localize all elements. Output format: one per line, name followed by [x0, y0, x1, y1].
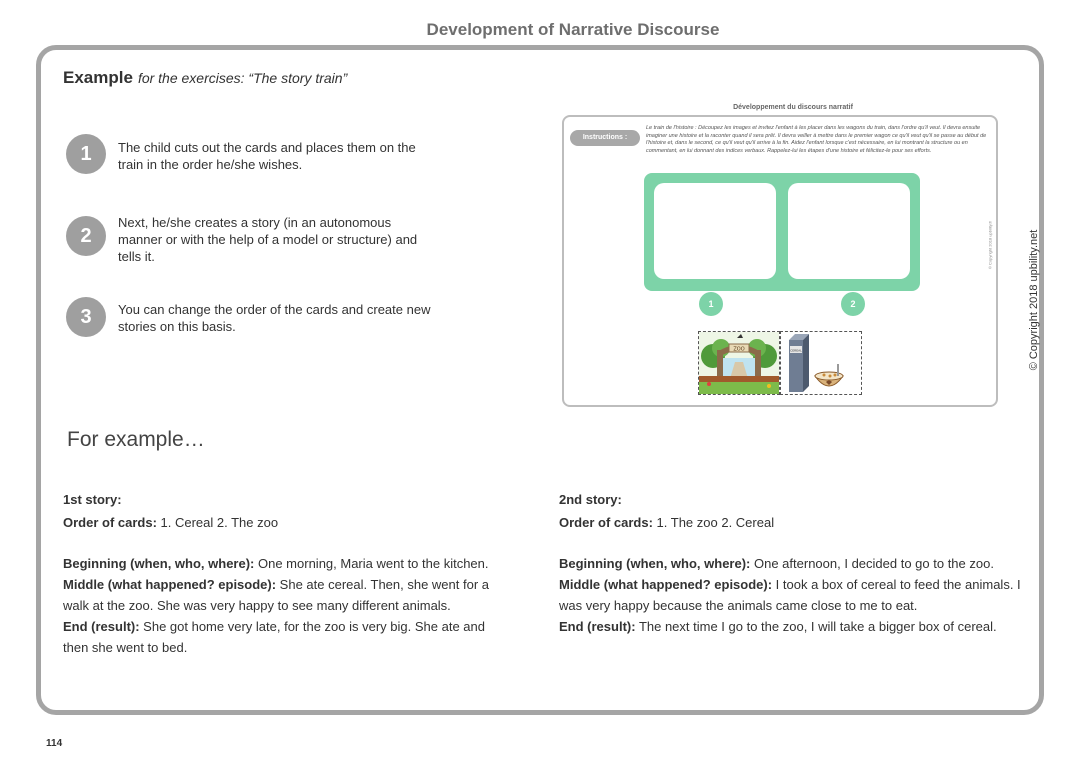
step-number-badge: 3: [66, 297, 106, 337]
end-text: The next time I go to the zoo, I will take a bigger box of cereal.: [635, 619, 997, 634]
story-middle: [559, 574, 1031, 616]
beginning-text: One morning, Maria went to the kitchen.: [254, 556, 489, 571]
story-title: 1st story:: [63, 492, 122, 507]
middle-label: Middle (what happened? episode):: [559, 577, 773, 592]
middle-label: Middle (what happened? episode):: [63, 577, 277, 592]
story-train: [644, 173, 920, 291]
end-label: End (result):: [63, 619, 140, 634]
order-label: Order of cards:: [559, 515, 653, 530]
cereal-box-text: CEREAL: [790, 348, 802, 353]
story-end: [63, 616, 503, 658]
page-title: Development of Narrative Discourse: [426, 20, 720, 39]
order-value: 1. Cereal 2. The zoo: [156, 515, 279, 530]
train-card-slot-2: [788, 183, 910, 279]
story-title: 2nd story:: [559, 492, 622, 507]
step-number-badge: 2: [66, 216, 106, 256]
for-example-heading: For example…: [67, 428, 205, 451]
story-2: [559, 489, 1031, 637]
story-middle: [63, 574, 503, 616]
worksheet-instructions-text: Le train de l'histoire : Découpez les images et invitez l'enfant à les placer dans les wagons du train, dans l'ordre qu'il veut. Il devra ensuite imaginer une histoire et la raconter quand il sera prêt. Il devra veiller à mettre dans le premier wagon ce qu'il veut qu'il se passe au début de l'histoire et, dans le second, ce qu'il veut qu'il arrive à la fin. Aidez l'enfant lorsque c'est nécessaire, en lui montrant la structure ou en commentant, en lui donnant des indices verbaux. Rappelez-lui les étapes d'une histoire et félicitez-le pour ses efforts.: [646, 125, 987, 154]
end-text: She got home very late, for the zoo is very big. She ate and then she went to bed.: [63, 619, 485, 655]
step-text: You can change the order of the cards and create new stories on this basis.: [118, 302, 431, 334]
end-label: End (result):: [559, 619, 636, 634]
copyright-notice: © Copyright 2018 upbility.net: [1028, 229, 1040, 371]
order-label: Order of cards:: [63, 515, 157, 530]
example-label: Example: [63, 68, 133, 87]
example-subheading: for the exercises: “The story train”: [137, 70, 348, 86]
middle-text: She ate cereal. Then, she went for a walk at the zoo. She was very happy to see many different animals.: [63, 577, 490, 613]
train-number-badge-2: 2: [841, 292, 865, 316]
beginning-label: Beginning (when, who, where):: [559, 556, 751, 571]
zoo-card: [698, 331, 780, 395]
page-number: 114: [46, 738, 63, 749]
zoo-sign-text: ZOO: [733, 346, 745, 353]
step-number-badge: 1: [66, 134, 106, 174]
story-beginning: [559, 553, 1031, 574]
step-text: The child cuts out the cards and places them on the train in the order he/she wishes.: [118, 140, 416, 172]
middle-text: I took a box of cereal to feed the animals. I was very happy because the animals came close to me to eat.: [559, 577, 1021, 613]
worksheet-title: Développement du discours narratif: [733, 104, 853, 111]
train-number-badge-1: 1: [699, 292, 723, 316]
example-heading: [63, 68, 347, 88]
worksheet-credit: © Copyright 2018 upbility.fr: [987, 220, 993, 270]
story-order: [559, 512, 1031, 533]
cereal-illustration: [781, 332, 861, 394]
cereal-card: [780, 331, 862, 395]
order-value: 1. The zoo 2. Cereal: [652, 515, 775, 530]
beginning-label: Beginning (when, who, where):: [63, 556, 255, 571]
story-beginning: [63, 553, 503, 574]
beginning-text: One afternoon, I decided to go to the zoo.: [750, 556, 994, 571]
story-order: [63, 512, 503, 533]
step-text: Next, he/she creates a story (in an autonomous manner or with the help of a model or structure) and tells it.: [118, 215, 418, 264]
train-card-slot-1: [654, 183, 776, 279]
story-end: [559, 616, 1031, 637]
story-1: [63, 489, 503, 658]
worksheet-instructions-label: Instructions :: [570, 130, 640, 146]
worksheet-thumbnail: [562, 115, 998, 407]
zoo-illustration: [699, 332, 779, 394]
